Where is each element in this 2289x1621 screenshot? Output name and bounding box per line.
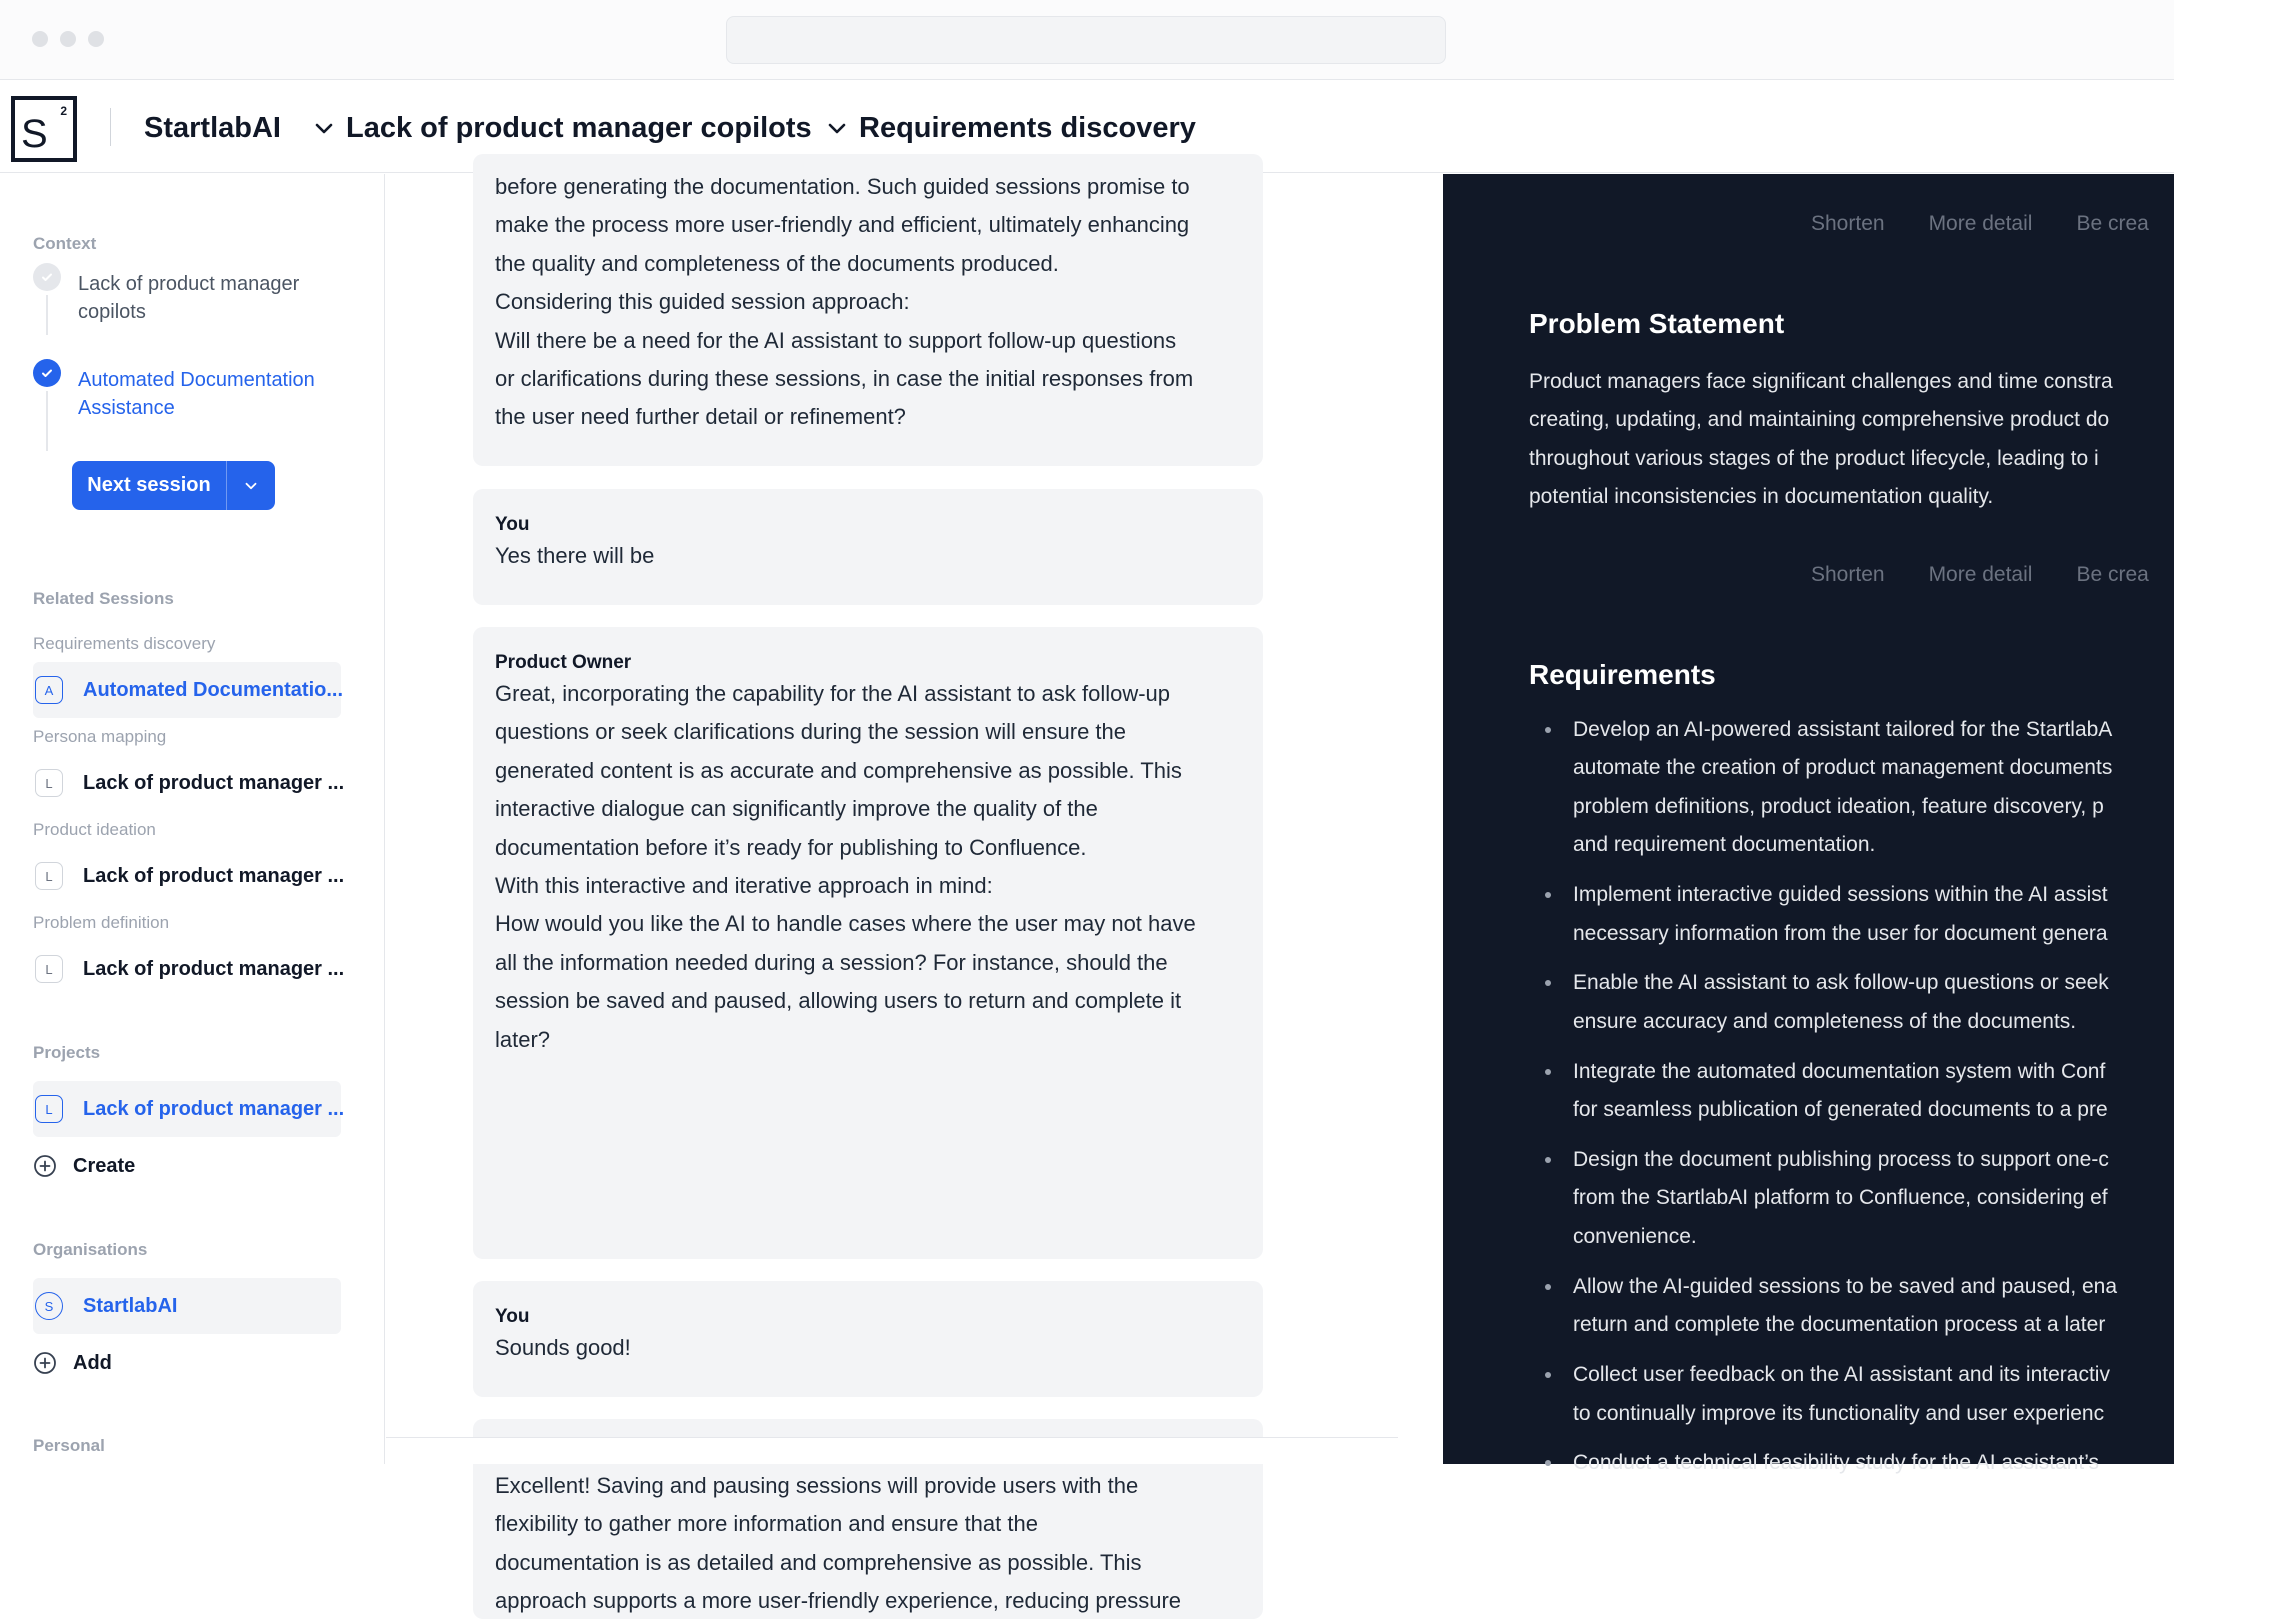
related-session-item[interactable] [33, 941, 345, 997]
requirement-item [1529, 1268, 2289, 1345]
requirements-heading: Requirements [1529, 659, 1716, 690]
step-connector [46, 391, 48, 451]
be-creative-button[interactable]: Be crea [2076, 563, 2149, 586]
plus-circle-icon [33, 1351, 57, 1375]
project-title: Lack of product manager ... [83, 1097, 345, 1120]
breadcrumb-session[interactable] [825, 108, 1196, 148]
message-line: With this interactive and iterative approach in mind: [495, 873, 993, 899]
session-badge: L [35, 862, 63, 890]
requirement-line: problem definitions, product ideation, feature discovery, p [1573, 794, 2104, 818]
related-session-item[interactable] [33, 848, 345, 904]
window-minimize-dot[interactable] [60, 31, 76, 47]
breadcrumb-org-label: StartlabAI [144, 111, 281, 144]
related-group-label: Problem definition [33, 913, 170, 932]
message-line: approach supports a more user-friendly experience, reducing pressure [495, 1588, 1182, 1614]
document-panel [1443, 174, 2174, 1475]
session-badge: L [35, 769, 63, 797]
step-connector [46, 295, 48, 335]
logo-letter: S [21, 112, 48, 156]
requirement-item [1529, 1053, 2289, 1130]
message-line: make the process more user-friendly and efficient, ultimately enhancing [495, 212, 1190, 238]
requirement-line: Design the document publishing process to support one-c [1573, 1148, 2109, 1172]
related-session-title: Lack of product manager ... [83, 771, 345, 794]
organisation-title: StartlabAI [83, 1294, 178, 1317]
related-group-label: Product ideation [33, 820, 156, 839]
requirement-line: ensure accuracy and completeness of the documents. [1573, 1009, 2077, 1033]
more-detail-button[interactable]: More detail [1928, 563, 2033, 586]
browser-chrome [0, 0, 2174, 80]
message-line: or clarifications during these sessions, in case the initial responses from [495, 366, 1194, 392]
app-logo[interactable] [11, 96, 77, 162]
chat-message [473, 489, 1263, 605]
message-line: later? [495, 1026, 551, 1052]
related-session-title: Automated Documentatio... [83, 678, 344, 701]
related-session-item[interactable] [33, 662, 344, 718]
add-organisation-button[interactable] [33, 1351, 112, 1375]
check-icon [33, 263, 61, 291]
requirement-line: convenience. [1573, 1224, 1697, 1248]
problem-statement-text [1529, 363, 2229, 517]
message-line: generated content is as accurate and comprehensive as possible. This [495, 757, 1182, 783]
next-session-button[interactable] [72, 461, 275, 510]
requirement-item [1529, 1444, 2289, 1482]
requirement-line: and requirement documentation. [1573, 833, 1876, 857]
message-speaker: You [495, 1306, 530, 1327]
requirement-line: Develop an AI-powered assistant tailored for the StartlabA [1573, 718, 2113, 741]
organisation-item[interactable] [33, 1278, 341, 1334]
requirement-line: for seamless publication of generated documents to a pre [1573, 1098, 2108, 1122]
message-line: How would you like the AI to handle cases where the user may not have [495, 911, 1196, 937]
requirement-line: Collect user feedback on the AI assistant and its interactiv [1573, 1363, 2110, 1387]
chat-message [473, 1281, 1263, 1397]
chat-panel[interactable] [386, 174, 1398, 1614]
requirements-list [1529, 711, 2289, 1494]
breadcrumb-org[interactable] [144, 108, 281, 148]
message-line: the quality and completeness of the documents produced. [495, 250, 1059, 276]
related-sessions-label: Related Sessions [33, 589, 174, 608]
message-line: session be saved and paused, allowing users to return and complete it [495, 988, 1182, 1014]
more-detail-button[interactable]: More detail [1928, 212, 2033, 235]
personal-label: Personal [33, 1436, 105, 1455]
chat-message [473, 627, 1263, 1259]
chat-message [473, 154, 1263, 466]
requirement-item [1529, 1141, 2289, 1256]
chevron-down-icon [242, 477, 260, 495]
requirement-item [1529, 1356, 2289, 1433]
create-label: Create [73, 1154, 136, 1177]
next-session-dropdown[interactable] [227, 461, 275, 510]
requirement-line: Conduct a technical feasibility study for the AI assistant’s [1573, 1451, 2100, 1475]
requirement-line: from the StartlabAI platform to Confluence, considering ef [1573, 1186, 2108, 1210]
logo-superscript: 2 [60, 104, 67, 118]
message-line: the user need further detail or refinement? [495, 404, 906, 430]
paragraph-line: Product managers face significant challenges and time constra [1529, 370, 2113, 393]
chat-composer-edge[interactable] [386, 1437, 1398, 1464]
requirement-line: Implement interactive guided sessions within the AI assist [1573, 883, 2108, 907]
session-badge: A [35, 676, 63, 704]
requirement-line: return and complete the documentation process at a later [1573, 1313, 2106, 1337]
check-icon [33, 359, 61, 387]
breadcrumb-session-label: Requirements discovery [859, 111, 1196, 144]
context-label: Context [33, 234, 97, 253]
context-step-1[interactable]: Lack of product manager copilots [78, 273, 300, 323]
paragraph-line: potential inconsistencies in documentation quality. [1529, 485, 1994, 509]
requirement-line: Integrate the automated documentation system with Conf [1573, 1059, 2106, 1083]
message-speaker: You [495, 514, 530, 535]
related-session-item[interactable] [33, 755, 345, 811]
header-divider [110, 108, 111, 146]
breadcrumb-project[interactable] [312, 108, 812, 148]
section-actions [1811, 212, 2149, 236]
requirement-item [1529, 876, 2289, 953]
requirement-item [1529, 711, 2289, 865]
problem-statement-heading: Problem Statement [1529, 308, 1785, 339]
message-line: flexibility to gather more information and ensure that the [495, 1511, 1038, 1537]
section-actions [1811, 563, 2149, 587]
message-line: documentation is as detailed and comprehensive as possible. This [495, 1549, 1142, 1575]
message-line: documentation before it’s ready for publishing to Confluence. [495, 834, 1087, 860]
message-line: Yes there will be [495, 543, 655, 568]
projects-label: Projects [33, 1043, 101, 1062]
related-session-title: Lack of product manager ... [83, 957, 345, 980]
project-badge: L [35, 1095, 63, 1123]
message-line: questions or seek clarifications during the session will ensure the [495, 719, 1126, 745]
organisation-badge: S [35, 1292, 63, 1320]
next-session-label[interactable]: Next session [72, 461, 227, 510]
sidebar [0, 174, 385, 1464]
message-line: Excellent! Saving and pausing sessions will provide users with the [495, 1473, 1139, 1498]
chevron-down-icon [312, 116, 336, 140]
shorten-button[interactable]: Shorten [1811, 563, 1885, 586]
plus-circle-icon [33, 1154, 57, 1178]
requirement-line: Enable the AI assistant to ask follow-up questions or seek [1573, 971, 2109, 995]
message-speaker: Product Owner [495, 652, 632, 673]
window-maximize-dot[interactable] [88, 31, 104, 47]
message-line: interactive dialogue can significantly improve the quality of the [495, 796, 1098, 822]
requirement-line: automate the creation of product management documents [1573, 756, 2113, 780]
related-group-label: Requirements discovery [33, 634, 216, 653]
add-label: Add [73, 1351, 112, 1374]
window-close-dot[interactable] [32, 31, 48, 47]
message-line: Will there be a need for the AI assistant to support follow-up questions [495, 327, 1177, 353]
context-step-2[interactable]: Automated Documentation Assistance [78, 369, 315, 419]
requirement-line: necessary information from the user for document genera [1573, 921, 2108, 945]
message-line: Considering this guided session approach: [495, 289, 910, 315]
session-badge: L [35, 955, 63, 983]
chevron-down-icon [825, 116, 849, 140]
related-group-label: Persona mapping [33, 727, 167, 746]
paragraph-line: creating, updating, and maintaining comprehensive product do [1529, 408, 2110, 432]
be-creative-button[interactable]: Be crea [2076, 212, 2149, 235]
requirement-item [1529, 964, 2289, 1041]
organisations-label: Organisations [33, 1240, 148, 1259]
project-item[interactable] [33, 1081, 345, 1137]
shorten-button[interactable]: Shorten [1811, 212, 1885, 235]
create-project-button[interactable] [33, 1154, 135, 1178]
message-line: Sounds good! [495, 1335, 631, 1360]
breadcrumb-project-label: Lack of product manager copilots [346, 111, 812, 144]
requirement-line: Allow the AI-guided sessions to be saved and paused, ena [1573, 1274, 2118, 1298]
message-line: before generating the documentation. Such guided sessions promise to [495, 174, 1190, 199]
related-session-title: Lack of product manager ... [83, 864, 345, 887]
message-line: all the information needed during a session? For instance, should the [495, 949, 1168, 975]
address-bar[interactable] [726, 16, 1446, 64]
paragraph-line: throughout various stages of the product lifecycle, leading to i [1529, 446, 2099, 470]
requirement-line: to continually improve its functionality and user experienc [1573, 1401, 2105, 1425]
message-line: Great, incorporating the capability for the AI assistant to ask follow-up [495, 681, 1171, 706]
